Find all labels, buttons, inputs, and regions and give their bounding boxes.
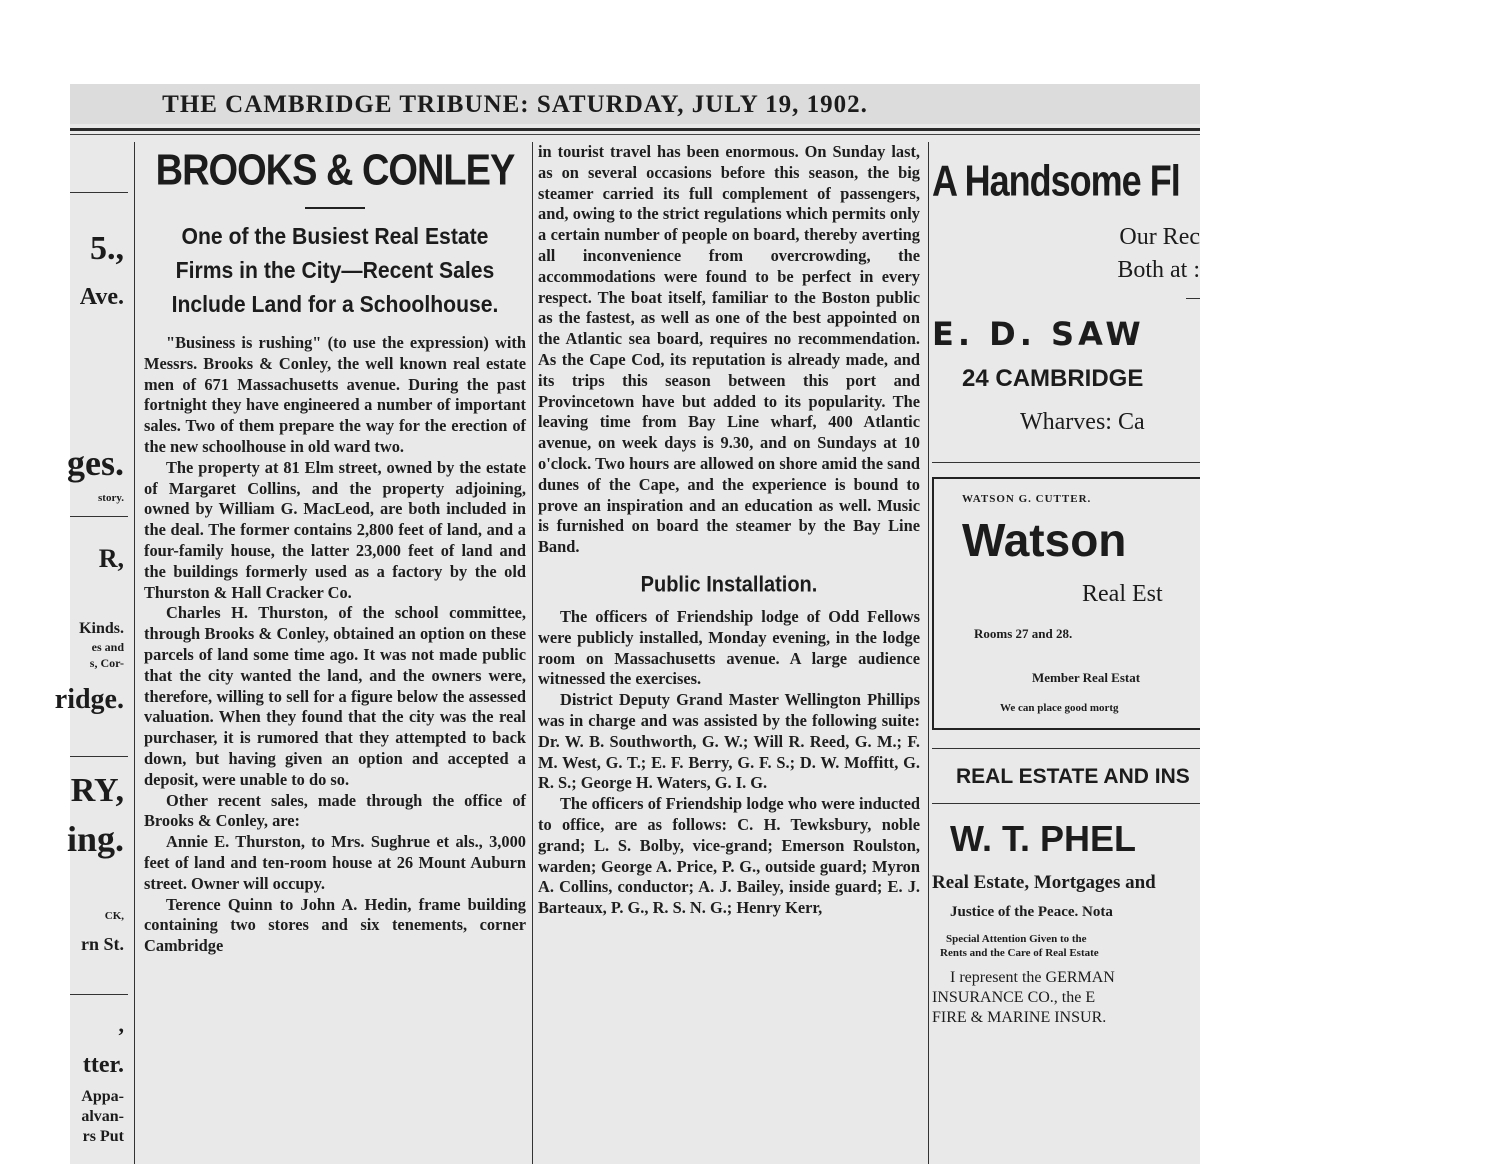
fragment-text: Kinds.: [79, 620, 124, 637]
ad-text: Justice of the Peace. Nota: [950, 904, 1113, 920]
fragment-text: ing.: [66, 819, 124, 859]
paragraph: District Deputy Grand Master Wellington Phillips was in charge and was assisted by the following suite: Dr. W. B. Southworth, G. W.; Will R. Reed, G. M.; F. M. West, G. T.; E. F. Berry, G. F. S.; D. W. Moffitt, G. R. S.; George H. Waters, G. I. G.: [538, 690, 920, 793]
fragment-divider: [70, 192, 128, 193]
fragment-divider: [70, 516, 128, 517]
deck-line: Firms in the City—Recent Sales: [175, 257, 495, 283]
watson-cutter-ad: [932, 477, 1200, 730]
ad-text: Real Est: [1082, 581, 1163, 607]
fragment-text: ,: [118, 1012, 124, 1037]
ad-text: We can place good mortg: [1000, 702, 1119, 714]
paragraph: Other recent sales, made through the office of Brooks & Conley, are:: [144, 790, 526, 831]
fragment-text: ridge.: [54, 684, 124, 715]
fragment-text: rs Put: [82, 1128, 124, 1145]
ad-name: Watson: [962, 514, 1127, 566]
article-body: [538, 607, 920, 919]
fragment-text: CK,: [104, 910, 124, 922]
fragment-text: s, Cor-: [89, 656, 124, 670]
article-deck: [159, 219, 510, 321]
ad-text: Both at :: [1117, 257, 1200, 283]
deck-line: One of the Busiest Real Estate: [181, 223, 489, 249]
fragment-text: rn St.: [80, 934, 124, 954]
fragment-text: 5.,: [90, 230, 124, 267]
ad-text: Member Real Estat: [1032, 670, 1141, 685]
paragraph: "Business is rushing" (to use the expression) with Messrs. Brooks & Conley, the well known real estate men of 671 Massachusetts avenue. During the past fortnight they have engineered a number of important sales. Two of them prepare the way for the erection of the new schoolhouse in old ward two.: [144, 333, 526, 456]
masthead-rule: [70, 128, 1200, 131]
headline-rule: [305, 207, 365, 209]
deck-line: Include Land for a Schoolhouse.: [171, 291, 499, 317]
ad-name: W. T. PHEL: [950, 818, 1137, 859]
paragraph: in tourist travel has been enormous. On Sunday last, as on several occasions before this season, the big steamer carried its full complement of passengers, and, owing to the strict regulations which permits only a certain number of people on board, thereby averting all inconvenience from overcrowding, the accommodations were found to be perfect in every respect. The boat itself, familiar to the Boston public as the fastest, as well as one of the best appointed on the Atlantic sea board, requires no recommendation. As the Cape Cod, its reputation is already made, and its trips this season between this port and Provincetown have but added to its popularity. The leaving time from Bay Line wharf, 400 Atlantic avenue, on week days is 9.30, and on Sundays at 10 o'clock. Two hours are allowed on shore amid the sand dunes of the Cape, and the experience is bound to prove an inspiration and an education as well. Music is furnished on board the steamer by the Bay Line Band.: [538, 142, 920, 557]
ad-divider: [932, 462, 1200, 463]
fragment-text: es and: [91, 640, 124, 654]
ad-divider: [932, 748, 1200, 749]
fragment-text: alvan-: [81, 1108, 124, 1125]
column-rule: [532, 142, 533, 1164]
paragraph: The officers of Friendship lodge of Odd Fellows were publicly installed, Monday evening, in the lodge room on Massachusetts avenue. A large audience witnessed the exercises.: [538, 606, 920, 689]
fragment-text: tter.: [82, 1052, 124, 1078]
fragment-divider: [70, 756, 128, 757]
ad-text: Real Estate, Mortgages and: [932, 872, 1156, 893]
ad-divider: [1186, 298, 1200, 299]
ad-text: WATSON G. CUTTER.: [962, 493, 1092, 505]
fragment-text: R,: [98, 544, 124, 573]
ad-divider: [932, 803, 1200, 804]
paragraph: Terence Quinn to John A. Hedin, frame building containing two stores and six tenements, corner Cambridge: [144, 894, 526, 956]
ad-text: Rents and the Care of Real Estate: [940, 947, 1099, 959]
ad-text: Special Attention Given to the: [946, 933, 1087, 945]
article-column-brooks-conley: [144, 142, 526, 1164]
fragment-text: Ave.: [79, 284, 124, 310]
article-body: [538, 142, 920, 558]
paragraph: The officers of Friendship lodge who were inducted to office, are as follows: C. H. Tewksbury, noble grand; L. S. Bolby, vice-grand; Emerson Roulston, warden; George A. Price, P. G., outside guard; Myron A. Collins, conductor; A. J. Bailey, inside guard; E. J. Barteaux, P. G., R. S. N. G.; Henry Kerr,: [538, 794, 920, 918]
ad-text: Our Rec: [1119, 224, 1200, 250]
ad-text: I represent the GERMAN: [950, 969, 1115, 986]
left-fragment-column: [54, 142, 128, 1164]
ad-text: FIRE & MARINE INSUR.: [932, 1009, 1107, 1026]
paragraph: Annie E. Thurston, to Mrs. Sughrue et als., 3,000 feet of land and ten-room house at 26 Mount Auburn street. Owner will occupy.: [144, 832, 526, 893]
paragraph: Charles H. Thurston, of the school committee, through Brooks & Conley, obtained an option on these parcels of land some time ago. It was not made public that the city wanted the land, and the owners were, therefore, willing to sell for a figure below the assessed valuation. When they found that the city was the real purchaser, it is rumored that they attempted to back down, but having given an option and accepted a deposit, were unable to do so.: [144, 603, 526, 789]
ad-text: Rooms 27 and 28.: [974, 626, 1073, 641]
newspaper-page: [54, 84, 1200, 1164]
ad-name: E. D. SAW: [932, 315, 1145, 353]
column-rule: [134, 142, 135, 1164]
article-column-public-installation: [538, 142, 920, 1164]
ad-headline: A Handsome Fl: [932, 155, 1180, 205]
fragment-divider: [70, 994, 128, 995]
ad-address: 24 CAMBRIDGE: [962, 365, 1144, 392]
section-subhead: Public Installation.: [640, 572, 818, 597]
masthead-rule-thin: [70, 134, 1200, 135]
ad-headline: REAL ESTATE AND INS: [956, 765, 1190, 788]
article-body: [144, 333, 526, 957]
column-rule: [928, 142, 929, 1164]
advertisement-column: [932, 142, 1200, 1164]
fragment-text: Appa-: [81, 1088, 124, 1105]
ad-text: INSURANCE CO., the E: [932, 989, 1096, 1006]
paragraph: The property at 81 Elm street, owned by the estate of Margaret Collins, and the property adjoining, owned by William G. MacLeod, are both included in the deal. The former contains 2,800 feet of land, and a four-family house, the latter 23,000 feet of land and the buildings formerly used as a factory by the old Thurston & Hall Cracker Co.: [144, 457, 526, 602]
article-headline: BROOKS & CONLEY: [155, 146, 515, 196]
ad-text: Wharves: Ca: [1020, 409, 1145, 435]
fragment-text: ges.: [67, 443, 124, 483]
fragment-text: story.: [98, 492, 124, 504]
fragment-text: RY,: [70, 772, 124, 809]
masthead: THE CAMBRIDGE TRIBUNE: SATURDAY, JULY 19, 1902.: [70, 84, 1200, 124]
